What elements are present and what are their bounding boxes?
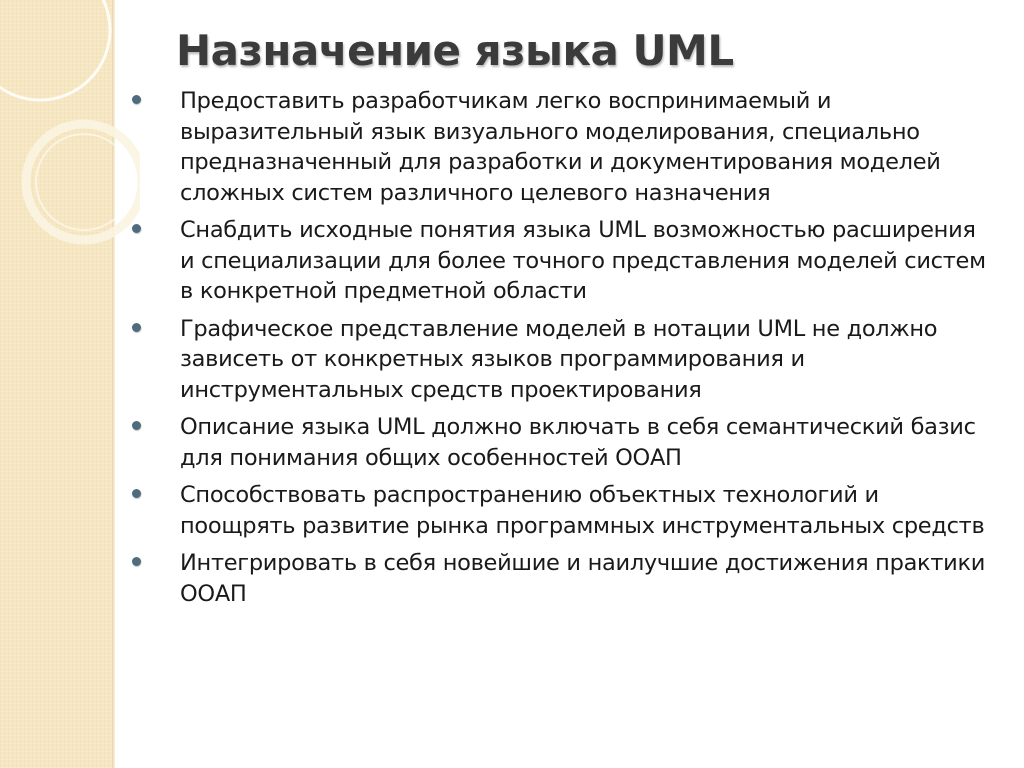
bullet-dot-icon [132,95,141,104]
bullet-item [132,314,992,406]
decorative-circle-ring [26,124,140,240]
bullet-text: Снабдить исходные понятия языка UML возможностью расширения и специализации для более точного представления моделей систем в конкретной предметной области [180,217,986,304]
bullet-dot-icon [132,421,141,430]
bullet-item [132,215,992,307]
bullet-item [132,86,992,208]
bullet-text: Предоставить разработчикам легко воспринимаемый и выразительный язык визуального моделирования, специально предназначенный для разработки и документирования моделей сложных систем различного целевого назначения [180,88,941,206]
decorative-circle-ring-inner [36,134,132,230]
bullet-text: Способствовать распространению объектных технологий и поощрять развитие рынка программных инструментальных средств [180,482,985,539]
decorative-circle-large [0,0,110,100]
bullet-dot-icon [132,557,141,566]
decorative-circles [0,0,140,300]
bullet-item [132,412,992,473]
bullet-text: Интегрировать в себя новейшие и наилучшие достижения практики ООАП [180,550,986,607]
bullet-text: Графическое представление моделей в нотации UML не должно зависеть от конкретных языков программирования и инструментальных средств проектирования [180,315,938,403]
bullet-dot-icon [132,489,141,498]
slide-title: Назначение языка UML [176,26,734,75]
bullet-item [132,548,992,609]
bullet-dot-icon [132,224,141,233]
bullet-text: Описание языка UML должно включать в себя семантический базис для понимания общих особенностей ООАП [180,414,976,471]
bullet-item [132,480,992,541]
bullet-list [132,86,992,616]
bullet-dot-icon [132,323,141,332]
